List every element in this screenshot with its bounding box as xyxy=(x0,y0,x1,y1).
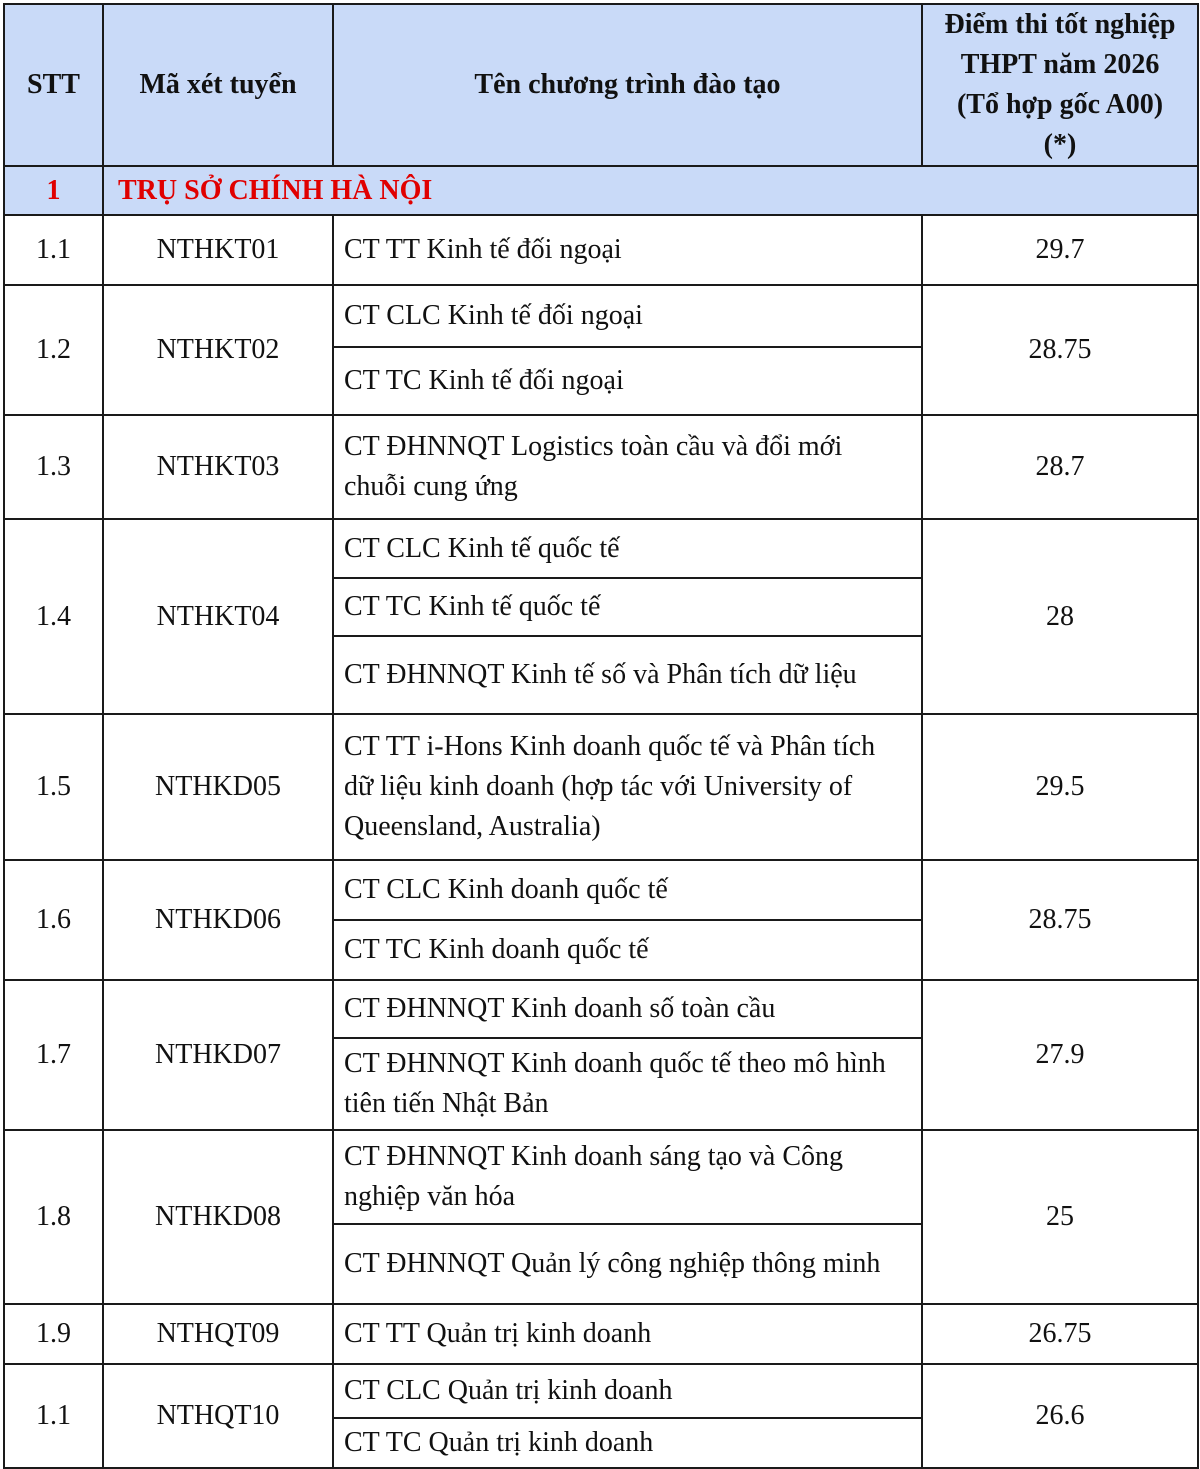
row-programs xyxy=(333,860,922,980)
row-stt: 1.3 xyxy=(4,415,103,519)
row-admission-code: NTHQT09 xyxy=(103,1304,333,1364)
program-name: CT TT Kinh tế đối ngoại xyxy=(344,234,622,265)
row-admission-code: NTHKT02 xyxy=(103,285,333,415)
program-name: CT TC Quản trị kinh doanh xyxy=(334,1417,921,1467)
table-row xyxy=(4,215,1198,285)
header-stt: STT xyxy=(4,4,103,166)
row-programs xyxy=(333,415,922,519)
program-name: CT CLC Kinh doanh quốc tế xyxy=(344,874,668,905)
section-row xyxy=(4,166,1198,215)
row-programs xyxy=(333,714,922,860)
row-admission-code: NTHKD06 xyxy=(103,860,333,980)
row-admission-code: NTHQT10 xyxy=(103,1364,333,1468)
row-admission-code: NTHKD08 xyxy=(103,1130,333,1304)
table-row xyxy=(4,980,1198,1130)
row-stt: 1.4 xyxy=(4,519,103,714)
row-stt: 1.2 xyxy=(4,285,103,415)
header-code: Mã xét tuyển xyxy=(103,4,333,166)
row-admission-code: NTHKD07 xyxy=(103,980,333,1130)
table-row xyxy=(4,1130,1198,1304)
program-name: CT TT i-Hons Kinh doanh quốc tế và Phân tích dữ liệu kinh doanh (hợp tác với University of Queensland, Australia) xyxy=(344,731,876,842)
header-score-line: THPT năm 2026 xyxy=(960,49,1160,80)
row-score: 27.9 xyxy=(922,980,1198,1130)
admission-score-table xyxy=(3,3,1199,1469)
table-row xyxy=(4,519,1198,714)
program-name: CT TC Kinh tế đối ngoại xyxy=(334,346,921,414)
table-row xyxy=(4,1364,1198,1468)
row-admission-code: NTHKT03 xyxy=(103,415,333,519)
row-stt: 1.5 xyxy=(4,714,103,860)
row-admission-code: NTHKD05 xyxy=(103,714,333,860)
program-name: CT ĐHNNQT Kinh tế số và Phân tích dữ liệu xyxy=(334,635,921,713)
program-name: CT CLC Kinh tế đối ngoại xyxy=(344,300,643,331)
program-name: CT TC Kinh tế quốc tế xyxy=(334,577,921,635)
program-name: CT ĐHNNQT Kinh doanh sáng tạo và Công nghiệp văn hóa xyxy=(344,1141,844,1212)
header-program: Tên chương trình đào tạo xyxy=(333,4,922,166)
program-name: CT ĐHNNQT Kinh doanh quốc tế theo mô hình tiên tiến Nhật Bản xyxy=(334,1037,921,1129)
row-score: 25 xyxy=(922,1130,1198,1304)
table-row xyxy=(4,860,1198,980)
program-name: CT ĐHNNQT Quản lý công nghiệp thông minh xyxy=(334,1223,921,1303)
table-row xyxy=(4,285,1198,415)
row-programs xyxy=(333,1304,922,1364)
table-body xyxy=(4,166,1198,1468)
header-score-line: (Tổ hợp gốc A00) xyxy=(956,89,1164,120)
header-score-line: (*) xyxy=(1043,129,1077,160)
row-stt: 1.1 xyxy=(4,1364,103,1468)
header-score-line: Điểm thi tốt nghiệp xyxy=(944,9,1176,40)
program-name: CT TC Kinh doanh quốc tế xyxy=(334,919,921,979)
row-stt: 1.7 xyxy=(4,980,103,1130)
row-admission-code: NTHKT01 xyxy=(103,215,333,285)
row-score: 28.7 xyxy=(922,415,1198,519)
row-programs xyxy=(333,285,922,415)
program-name: CT CLC Quản trị kinh doanh xyxy=(344,1375,673,1406)
program-name: CT TT Quản trị kinh doanh xyxy=(344,1318,652,1349)
table-row xyxy=(4,1304,1198,1364)
section-number: 1 xyxy=(4,166,103,215)
row-programs xyxy=(333,519,922,714)
row-score: 26.75 xyxy=(922,1304,1198,1364)
table-header xyxy=(4,4,1198,166)
program-name: CT ĐHNNQT Kinh doanh số toàn cầu xyxy=(344,993,776,1024)
header-score xyxy=(922,4,1198,166)
row-score: 28 xyxy=(922,519,1198,714)
table-row xyxy=(4,714,1198,860)
row-programs xyxy=(333,1130,922,1304)
row-stt: 1.9 xyxy=(4,1304,103,1364)
row-score: 28.75 xyxy=(922,860,1198,980)
row-score: 29.5 xyxy=(922,714,1198,860)
row-admission-code: NTHKT04 xyxy=(103,519,333,714)
row-stt: 1.1 xyxy=(4,215,103,285)
row-score: 28.75 xyxy=(922,285,1198,415)
row-stt: 1.8 xyxy=(4,1130,103,1304)
header-row xyxy=(4,4,1198,166)
section-title: TRỤ SỞ CHÍNH HÀ NỘI xyxy=(103,166,1198,215)
row-score: 26.6 xyxy=(922,1364,1198,1468)
row-programs xyxy=(333,1364,922,1468)
program-name: CT CLC Kinh tế quốc tế xyxy=(344,532,620,564)
program-name: CT ĐHNNQT Logistics toàn cầu và đổi mới chuỗi cung ứng xyxy=(344,431,843,502)
row-programs xyxy=(333,980,922,1130)
row-stt: 1.6 xyxy=(4,860,103,980)
row-programs xyxy=(333,215,922,285)
row-score: 29.7 xyxy=(922,215,1198,285)
table-row xyxy=(4,415,1198,519)
